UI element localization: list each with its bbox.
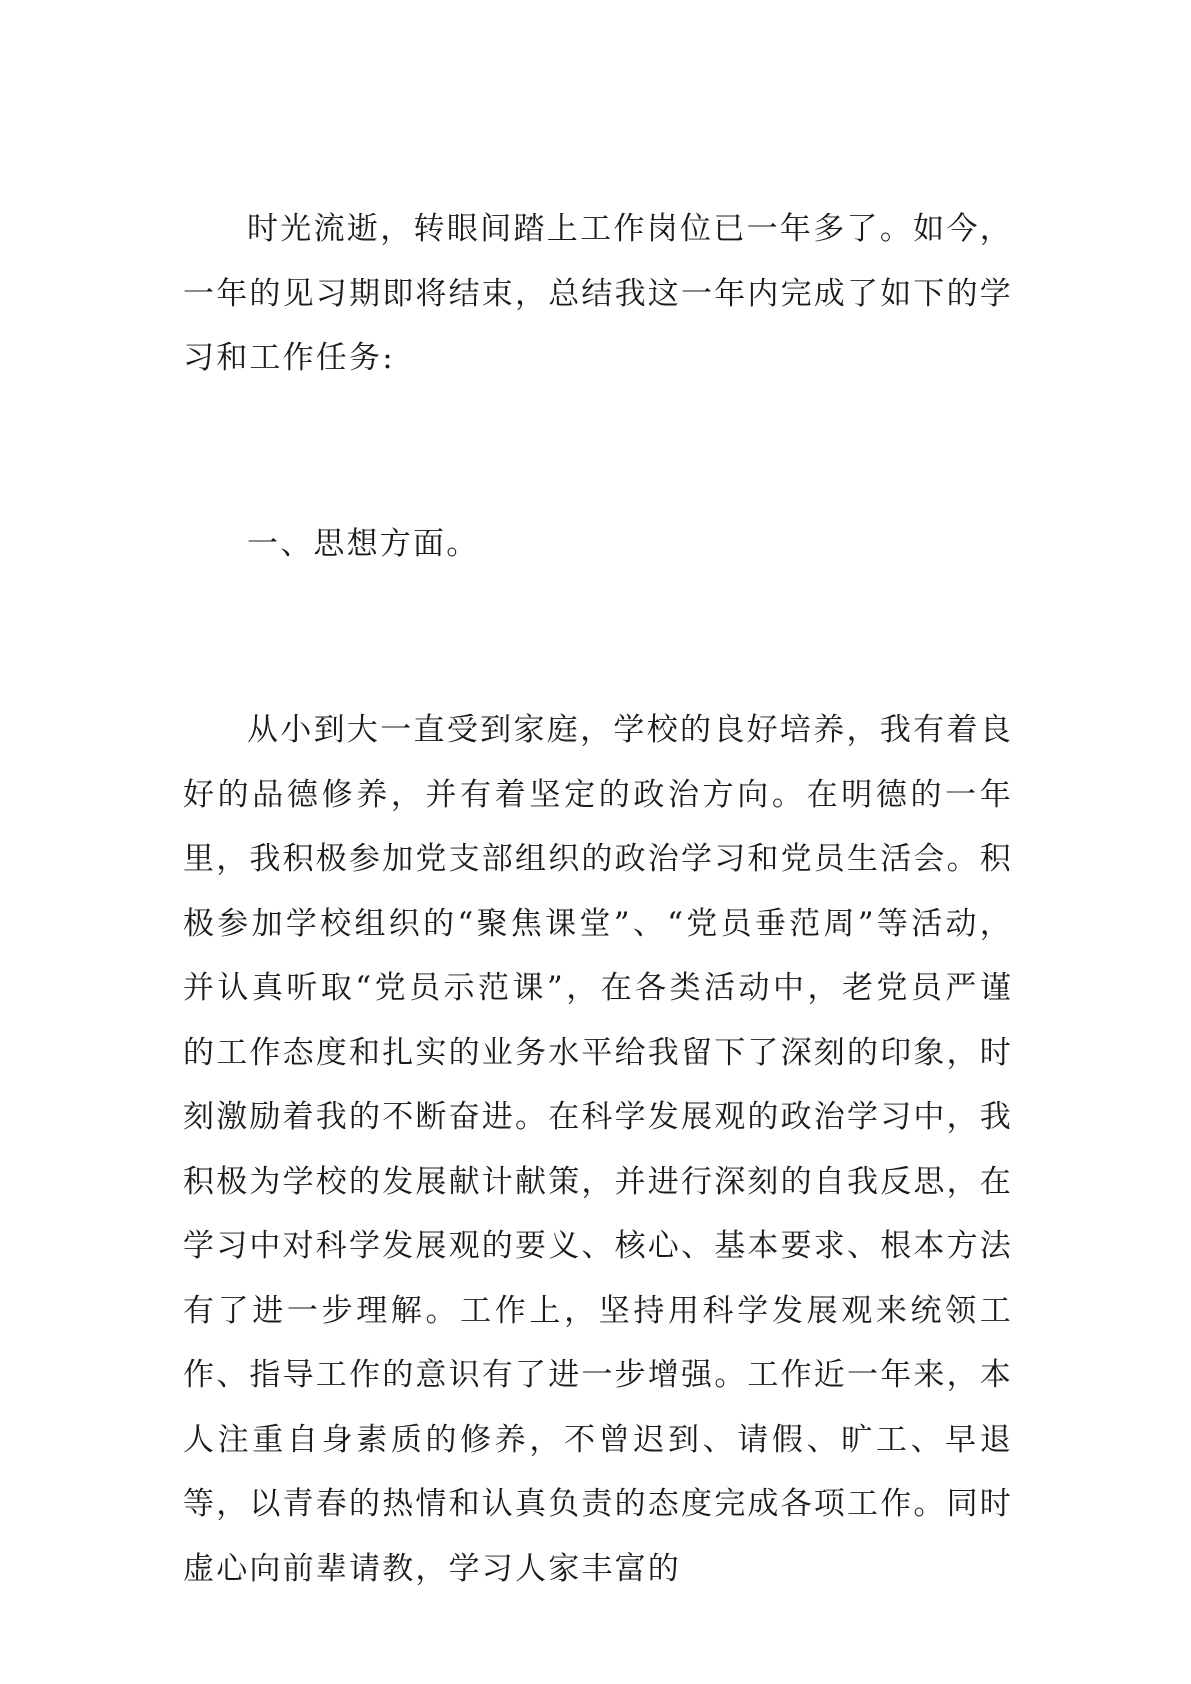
intro-paragraph: 时光流逝，转眼间踏上工作岗位已一年多了。如今，一年的见习期即将结束，总结我这一年内完成了如下的学习和工作任务: xyxy=(183,211,1013,376)
section-heading: 一、思想方面。 xyxy=(247,526,480,562)
body-paragraph: 从小到大一直受到家庭，学校的良好培养，我有着良好的品德修养，并有着坚定的政治方向。在明德的一年里，我积极参加党支部组织的政治学习和党员生活会。积极参加学校组织的“聚焦课堂”、“党员垂范周”等活动，并认真听取“党员示范课”，在各类活动中，老党员严谨的工作态度和扎实的业务水平给我留下了深刻的印象，时刻激励着我的不断奋进。在科学发展观的政治学习中，我积极为学校的发展献计献策，并进行深刻的自我反思，在学习中对科学发展观的要义、核心、基本要求、根本方法有了进一步理解。工作上，坚持用科学发展观来统领工作、指导工作的意识有了进一步增强。工作近一年来，本人注重自身素质的修养，不曾迟到、请假、旷工、早退等，以青春的热情和认真负责的态度完成各项工作。同时虚心向前辈请教，学习人家丰富的 xyxy=(183,712,1013,1587)
